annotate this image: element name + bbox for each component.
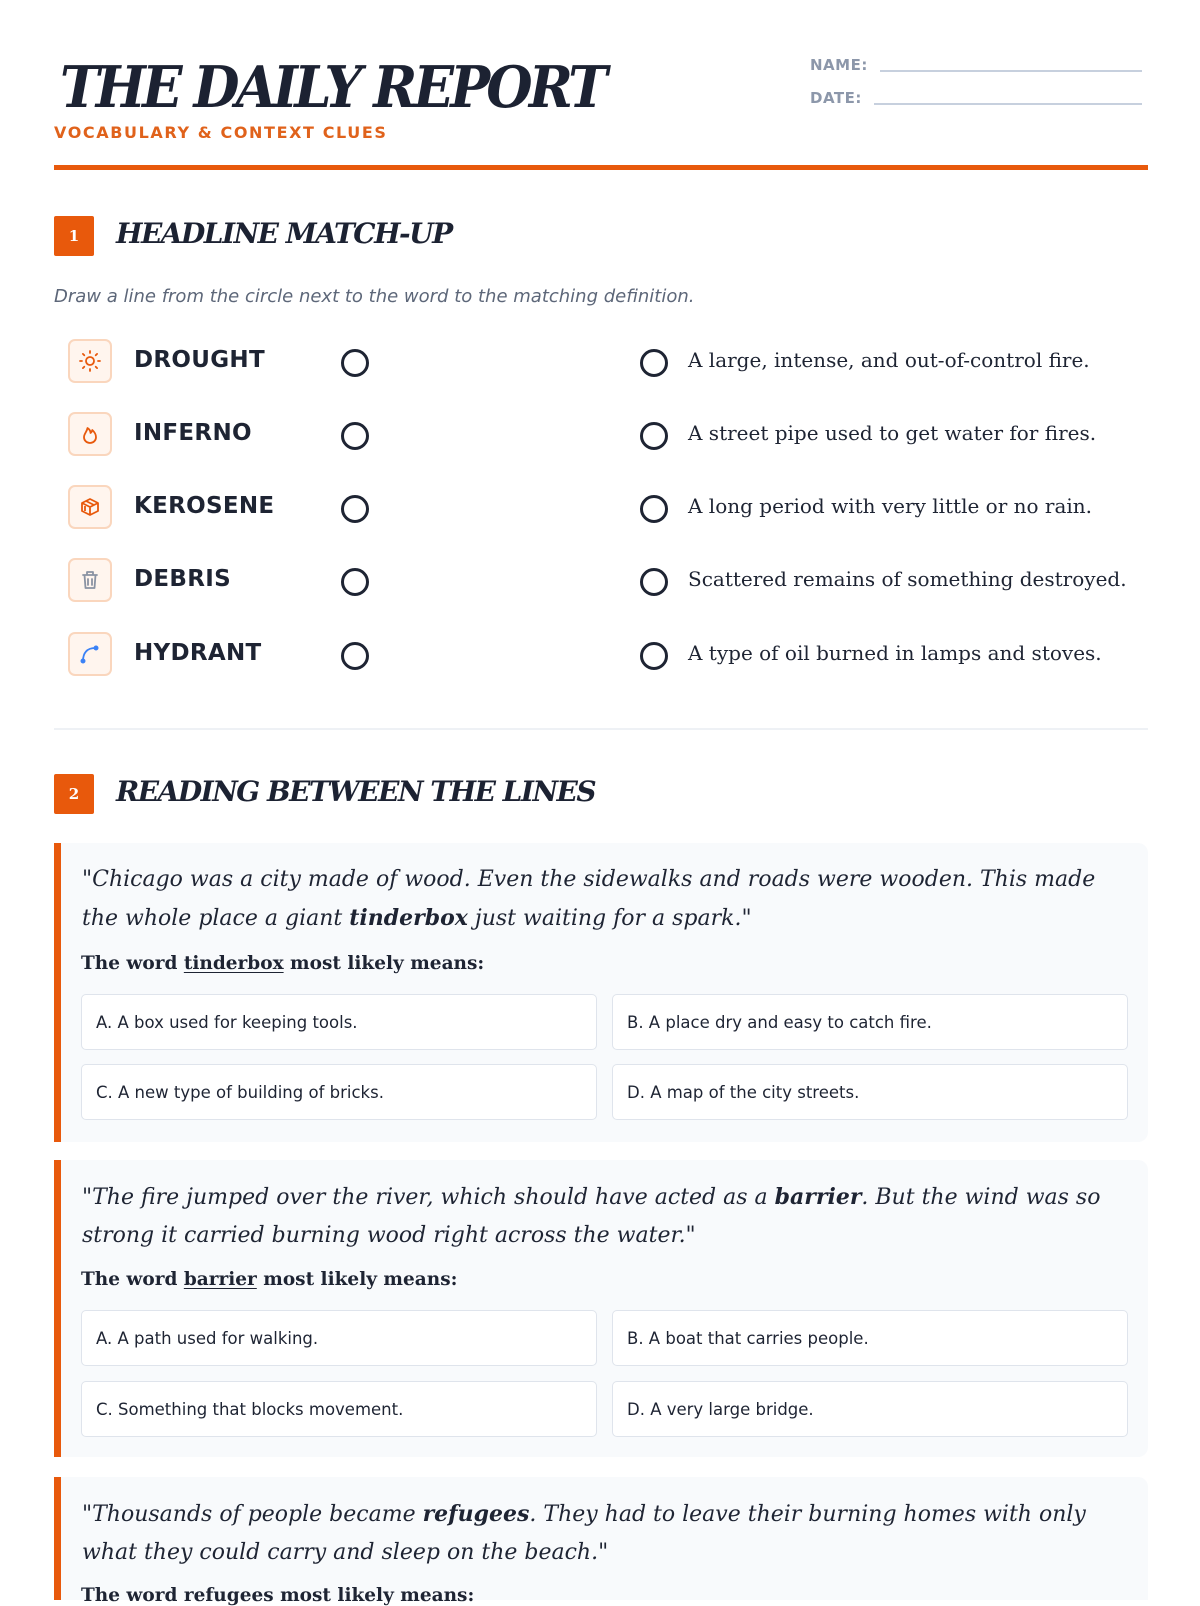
answer-option[interactable]: C. A new type of building of bricks. [81, 1064, 597, 1120]
word-circle[interactable] [341, 568, 369, 596]
header-divider [54, 165, 1148, 170]
keyword: refugees [422, 1501, 530, 1527]
match-row [54, 339, 1148, 387]
passage-quote: "The fire jumped over the river, which should have acted as a barrier. But the wind was so strong it carried burning wood right across the water." [82, 1184, 1101, 1248]
pipe-icon [68, 632, 112, 676]
flame-icon [68, 412, 112, 456]
word-circle[interactable] [341, 642, 369, 670]
word-circle[interactable] [341, 422, 369, 450]
vocab-word: DEBRIS [134, 566, 231, 592]
answer-option[interactable]: B. A boat that carries people. [612, 1310, 1128, 1366]
page-title: THE DAILY REPORT [60, 54, 605, 121]
passage-quote: "Chicago was a city made of wood. Even the sidewalks and roads were wooden. This made the whole place a giant tinderbox just waiting for a spark." [82, 867, 1096, 931]
definition-circle[interactable] [640, 495, 668, 523]
word-circle[interactable] [341, 495, 369, 523]
section-number: 1 [54, 216, 94, 256]
question-prompt: The word refugees most likely means: [81, 1585, 475, 1606]
date-label: DATE: [810, 89, 862, 107]
answer-option[interactable]: D. A map of the city streets. [612, 1064, 1128, 1120]
page-subtitle: VOCABULARY & CONTEXT CLUES [54, 123, 388, 142]
match-row [54, 485, 1148, 533]
passage-quote: "Thousands of people became refugees. They had to leave their burning homes with only what they could carry and sleep on the beach." [82, 1501, 1086, 1565]
passage-card [54, 843, 1148, 1142]
name-label: NAME: [810, 56, 868, 74]
keyword: barrier [774, 1184, 862, 1210]
definition-text: A type of oil burned in lamps and stoves. [688, 641, 1102, 665]
question-prompt: The word barrier most likely means: [81, 1269, 458, 1290]
vocab-word: INFERNO [134, 420, 252, 446]
section-title: HEADLINE MATCH-UP [116, 217, 452, 250]
match-row [54, 412, 1148, 460]
name-field[interactable] [810, 56, 1142, 74]
instruction-text: Draw a line from the circle next to the word to the matching definition. [54, 286, 695, 307]
definition-circle[interactable] [640, 422, 668, 450]
word-circle[interactable] [341, 349, 369, 377]
date-line[interactable] [874, 103, 1142, 105]
match-row [54, 558, 1148, 606]
definition-circle[interactable] [640, 642, 668, 670]
sun-icon [68, 339, 112, 383]
definition-circle[interactable] [640, 568, 668, 596]
vocab-word: HYDRANT [134, 640, 262, 666]
keyword: tinderbox [349, 905, 468, 931]
definition-circle[interactable] [640, 349, 668, 377]
section-divider [54, 728, 1148, 730]
vocab-word: DROUGHT [134, 347, 265, 373]
date-field[interactable] [810, 89, 1142, 107]
answer-option[interactable]: A. A box used for keeping tools. [81, 994, 597, 1050]
definition-text: Scattered remains of something destroyed. [688, 567, 1127, 591]
barrel-icon [68, 485, 112, 529]
match-row [54, 632, 1148, 680]
definition-text: A large, intense, and out-of-control fire. [688, 348, 1090, 372]
definition-text: A long period with very little or no rain. [688, 494, 1093, 518]
section-title: READING BETWEEN THE LINES [116, 775, 596, 808]
answer-option[interactable]: C. Something that blocks movement. [81, 1381, 597, 1437]
passage-card [54, 1477, 1148, 1606]
trash-icon [68, 558, 112, 602]
name-line[interactable] [880, 70, 1142, 72]
section-number: 2 [54, 774, 94, 814]
answer-option[interactable]: A. A path used for walking. [81, 1310, 597, 1366]
definition-text: A street pipe used to get water for fires. [688, 421, 1097, 445]
answer-option[interactable]: D. A very large bridge. [612, 1381, 1128, 1437]
question-prompt: The word tinderbox most likely means: [81, 953, 485, 974]
vocab-word: KEROSENE [134, 493, 275, 519]
answer-option[interactable]: B. A place dry and easy to catch fire. [612, 994, 1128, 1050]
passage-card [54, 1160, 1148, 1457]
